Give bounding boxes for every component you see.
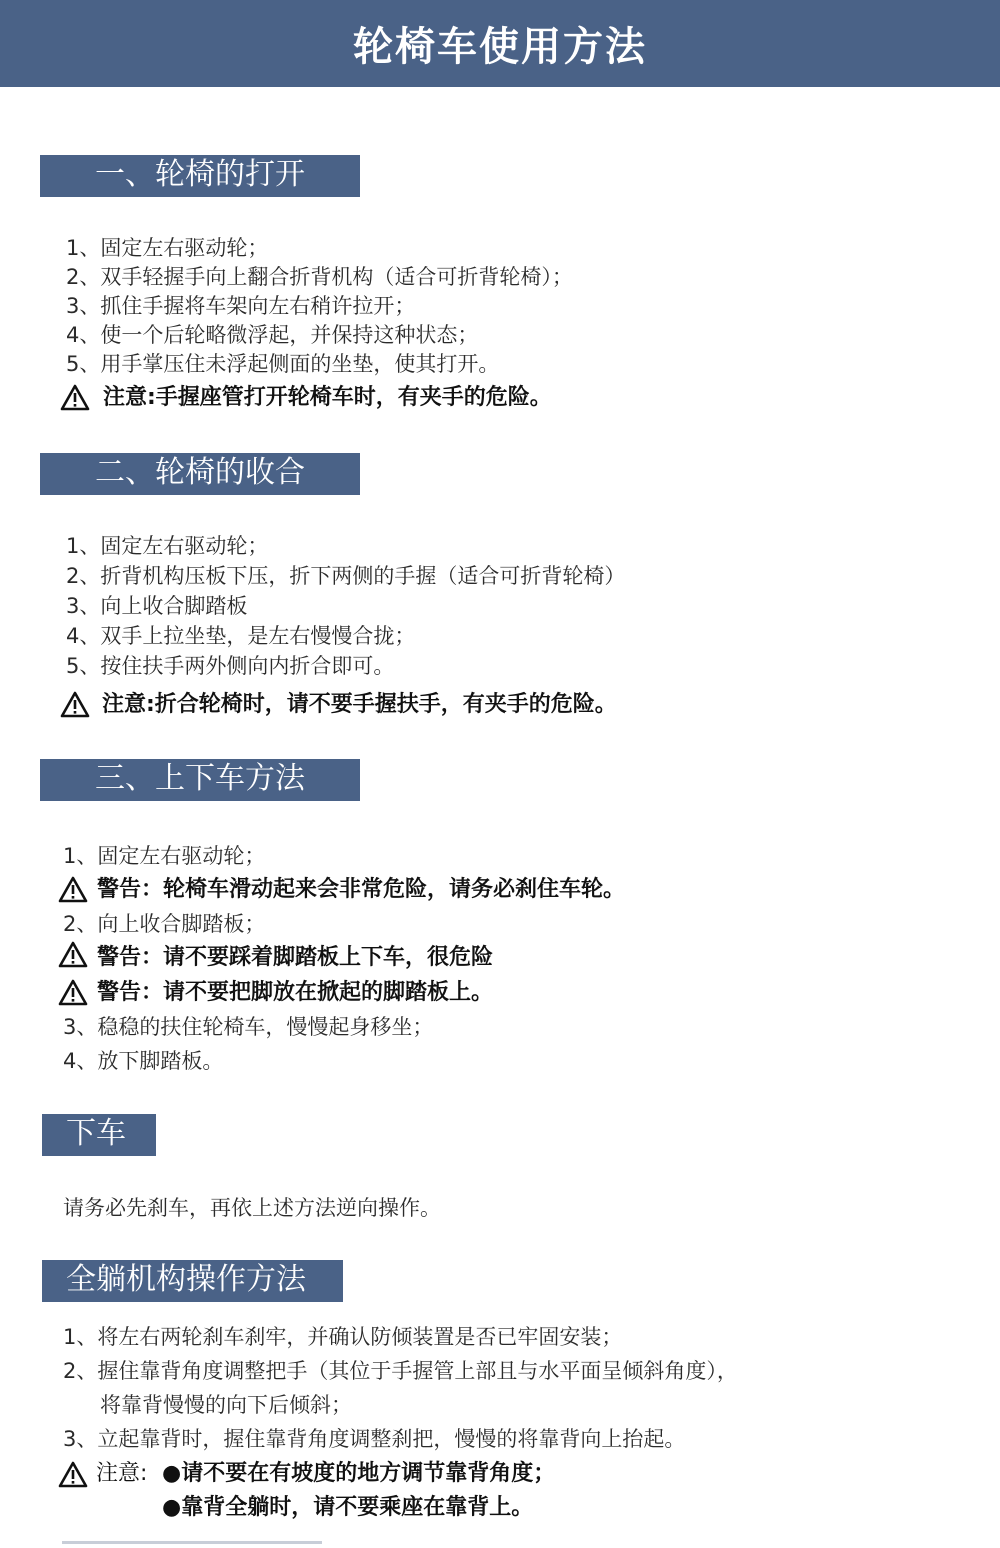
warning-triangle-icon xyxy=(58,941,88,968)
section-heading-folding: 二、轮椅的收合 xyxy=(40,453,360,495)
list-item: 3、稳稳的扶住轮椅车，慢慢起身移坐； xyxy=(63,1015,434,1039)
list-item: 3、立起靠背时，握住靠背角度调整刹把，慢慢的将靠背向上抬起。 xyxy=(63,1427,686,1451)
list-item: 1、固定左右驱动轮； xyxy=(66,534,269,558)
list-item: 2、握住靠背角度调整把手（其位于手握管上部且与水平面呈倾斜角度）， xyxy=(63,1359,738,1383)
list-item-continuation: 将靠背慢慢的向下后倾斜； xyxy=(100,1393,352,1417)
body-text: 请务必先刹车，再依上述方法逆向操作。 xyxy=(63,1196,441,1220)
list-item: 4、放下脚踏板。 xyxy=(63,1049,224,1073)
warning-triangle-icon xyxy=(58,1461,88,1488)
divider xyxy=(62,1541,322,1544)
note-label: 注意: xyxy=(96,1461,148,1486)
warning-triangle-icon xyxy=(60,691,90,718)
warning-text: 警告：轮椅车滑动起来会非常危险，请务必刹住车轮。 xyxy=(97,877,626,902)
list-item: 1、固定左右驱动轮； xyxy=(66,236,269,260)
section-heading-boarding: 三、上下车方法 xyxy=(40,759,360,801)
section-heading-alighting: 下车 xyxy=(42,1114,156,1156)
list-item: 2、向上收合脚踏板； xyxy=(63,912,266,936)
warning-text: 警告：请不要把脚放在掀起的脚踏板上。 xyxy=(97,980,494,1005)
warning-triangle-icon xyxy=(60,384,90,411)
list-item: 3、向上收合脚踏板 xyxy=(66,594,248,618)
list-item: 2、双手轻握手向上翻合折背机构（适合可折背轮椅）； xyxy=(66,265,573,289)
list-item: 1、固定左右驱动轮； xyxy=(63,844,266,868)
list-item: 2、折背机构压板下压，折下两侧的手握（适合可折背轮椅） xyxy=(66,564,626,588)
caution-text: 注意:手握座管打开轮椅车时，有夹手的危险。 xyxy=(103,385,552,410)
list-item: 3、抓住手握将车架向左右稍许拉开； xyxy=(66,294,416,318)
note-text: ●请不要在有坡度的地方调节靠背角度； xyxy=(162,1461,556,1486)
section-heading-recline: 全躺机构操作方法 xyxy=(42,1260,343,1302)
list-item: 5、用手掌压住未浮起侧面的坐垫，使其打开。 xyxy=(66,352,500,376)
warning-triangle-icon xyxy=(58,979,88,1006)
page-title: 轮椅车使用方法 xyxy=(353,24,647,70)
list-item: 4、双手上拉坐垫，是左右慢慢合拢； xyxy=(66,624,416,648)
section-heading-opening: 一、轮椅的打开 xyxy=(40,155,360,197)
warning-text: 警告：请不要踩着脚踏板上下车，很危险 xyxy=(97,945,494,970)
list-item: 5、按住扶手两外侧向内折合即可。 xyxy=(66,654,395,678)
top-banner xyxy=(0,0,1000,87)
list-item: 1、将左右两轮刹车刹牢，并确认防倾装置是否已牢固安装； xyxy=(63,1325,623,1349)
list-item: 4、使一个后轮略微浮起，并保持这种状态； xyxy=(66,323,479,347)
caution-text: 注意:折合轮椅时，请不要手握扶手，有夹手的危险。 xyxy=(102,692,617,717)
note-text: ●靠背全躺时，请不要乘座在靠背上。 xyxy=(162,1495,534,1520)
warning-triangle-icon xyxy=(58,876,88,903)
